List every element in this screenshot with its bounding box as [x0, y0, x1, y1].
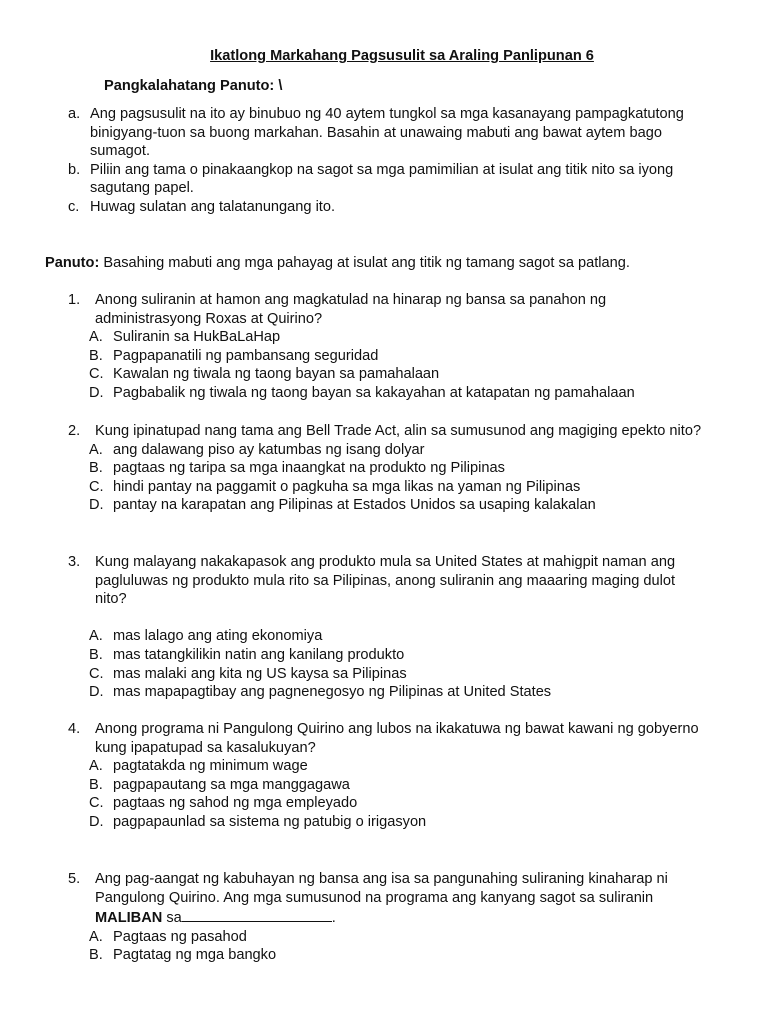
choice-a [89, 928, 708, 947]
choice-text: Kawalan ng tiwala ng taong bayan sa pamahalaan [113, 366, 440, 383]
choice-letter: D. [89, 684, 104, 701]
choice-text: mas lalago ang ating ekonomiya [113, 628, 323, 645]
choice-b [89, 347, 708, 366]
choice-d [89, 813, 708, 832]
choices-list [89, 627, 708, 701]
choice-c [89, 794, 708, 813]
exam-title: Ikatlong Markahang Pagsusulit sa Araling Panlipunan 6 [210, 48, 594, 64]
question-number: 5. [68, 871, 81, 887]
spacer [68, 609, 708, 628]
choices-list [89, 441, 708, 515]
choice-letter: D. [89, 813, 104, 830]
question-text: Kung ipinatupad nang tama ang Bell Trade Act, alin sa sumusunod ang magiging epekto nito? [95, 423, 702, 439]
section-instructions-text: Basahing mabuti ang mga pahayag at isulat ang titik ng tamang sagot sa patlang. [99, 255, 630, 271]
choice-letter: A. [89, 928, 103, 945]
choice-text: Pagtatag ng mga bangko [113, 947, 277, 964]
choice-a [89, 441, 708, 460]
choice-text: Pagtaas ng pasahod [113, 928, 247, 945]
instruction-item [68, 198, 708, 217]
choice-letter: B. [89, 646, 103, 663]
choice-text: mas malaki ang kita ng US kaysa sa Pilipinas [113, 665, 407, 682]
choice-c [89, 665, 708, 684]
choice-c [89, 478, 708, 497]
question-number: 4. [68, 721, 81, 737]
instruction-text: Piliin ang tama o pinakaangkop na sagot sa mga pamimilian at isulat ang titik nito sa iyong sagutang papel. [90, 161, 674, 197]
choice-d [89, 496, 708, 515]
choice-a [89, 757, 708, 776]
answer-blank [182, 907, 332, 922]
choice-b [89, 459, 708, 478]
question-text-part: sa [162, 910, 182, 927]
question-2 [68, 422, 708, 515]
section-instructions [45, 254, 725, 273]
choice-text: Suliranin sa HukBaLaHap [113, 329, 281, 346]
choice-letter: C. [89, 478, 104, 495]
choices-list [89, 928, 708, 965]
choice-letter: A. [89, 758, 103, 775]
choice-letter: B. [89, 776, 103, 793]
instruction-item [68, 161, 708, 198]
choice-letter: B. [89, 947, 103, 964]
choice-c [89, 365, 708, 384]
instruction-marker: c. [68, 198, 80, 215]
choice-text: ang dalawang piso ay katumbas ng isang dolyar [113, 441, 425, 458]
question-number: 3. [68, 554, 81, 570]
question-text: Anong suliranin at hamon ang magkatulad na hinarap ng bansa sa panahon ng administrasyong Roxas at Quirino? [95, 292, 607, 327]
choice-letter: A. [89, 628, 103, 645]
choice-text: pagpapaunlad sa sistema ng patubig o irigasyon [113, 813, 427, 830]
choice-b [89, 646, 708, 665]
instruction-item [68, 105, 708, 161]
question-number: 1. [68, 292, 81, 308]
question-text-end: . [331, 910, 336, 927]
question-text-part: Ang pag-aangat ng kabuhayan ng bansa ang isa sa pangunahing suliraning kinaharap ni Pangulong Quirino. Ang mga sumusunod na programa ang kanyang sagot sa suliranin [95, 871, 668, 906]
choice-text: Pagpapanatili ng pambansang seguridad [113, 347, 379, 364]
choice-text: pantay na karapatan ang Pilipinas at Estados Unidos sa usaping kalakalan [113, 497, 596, 514]
instruction-text: Ang pagsusulit na ito ay binubuo ng 40 aytem tungkol sa mga kasanayang pampagkatutong binigyang-tuon sa buong markahan. Basahin at unawaing mabuti ang bawat aytem bago sumagot. [90, 106, 684, 160]
instruction-marker: a. [68, 106, 81, 122]
instruction-marker: b. [68, 161, 81, 178]
choice-letter: C. [89, 795, 104, 812]
general-instructions-list [68, 105, 708, 217]
choice-letter: A. [89, 329, 103, 346]
choices-list [89, 757, 708, 831]
choice-text: mas tatangkilikin natin ang kanilang produkto [113, 646, 405, 663]
choice-letter: B. [89, 347, 103, 364]
choice-text: Pagbabalik ng tiwala ng taong bayan sa kakayahan at katapatan ng pamahalaan [113, 384, 635, 401]
choice-text: pagtaas ng taripa sa mga inaangkat na produkto ng Pilipinas [113, 460, 505, 477]
question-1 [68, 291, 708, 403]
choice-letter: A. [89, 441, 103, 458]
choice-a [89, 627, 708, 646]
question-text: Anong programa ni Pangulong Quirino ang lubos na ikakatuwa ng bawat kawani ng gobyerno kung ipapatupad sa kasalukuyan? [95, 721, 699, 756]
choices-list [89, 328, 708, 402]
choice-d [89, 384, 708, 403]
choice-letter: B. [89, 460, 103, 477]
choice-text: hindi pantay na paggamit o pagkuha sa mga likas na yaman ng Pilipinas [113, 478, 581, 495]
choice-a [89, 328, 708, 347]
question-3 [68, 553, 708, 702]
choice-text: mas mapapagtibay ang pagnenegosyo ng Pilipinas at United States [113, 684, 552, 701]
choice-letter: D. [89, 497, 104, 514]
question-text [95, 870, 708, 928]
choice-text: pagtaas ng sahod ng mga empleyado [113, 795, 358, 812]
choice-b [89, 946, 708, 965]
general-instructions-heading: Pangkalahatang Panuto: \ [104, 78, 283, 94]
question-number: 2. [68, 423, 81, 439]
choice-text: pagpapautang sa mga manggagawa [113, 776, 350, 793]
choice-letter: C. [89, 366, 104, 383]
instruction-text: Huwag sulatan ang talatanungang ito. [90, 198, 336, 215]
choice-b [89, 776, 708, 795]
choice-letter: C. [89, 665, 104, 682]
choice-text: pagtatakda ng minimum wage [113, 758, 308, 775]
question-5 [68, 870, 708, 965]
section-instructions-label: Panuto: [45, 255, 100, 271]
choice-d [89, 683, 708, 702]
choice-letter: D. [89, 384, 104, 401]
question-4 [68, 720, 708, 832]
question-emphasis: MALIBAN [95, 910, 163, 927]
question-text: Kung malayang nakakapasok ang produkto mula sa United States at mahigpit naman ang pagluluwas ng produkto mula rito sa Pilipinas, anong suliranin ang maaaring maging dulot nito? [95, 554, 676, 608]
